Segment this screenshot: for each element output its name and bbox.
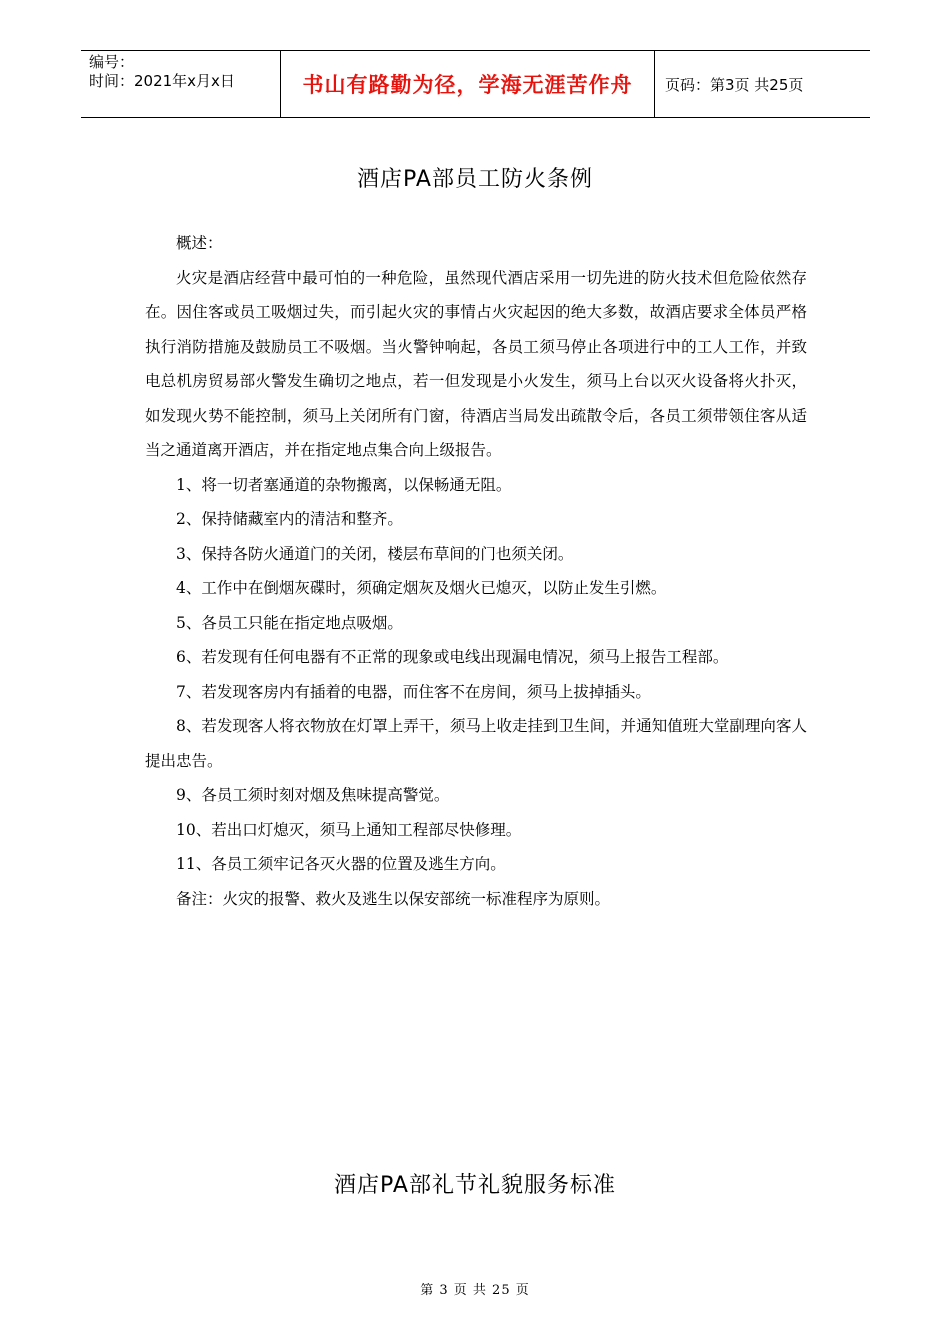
section-title-fire-rules: 酒店PA部员工防火条例 (357, 167, 593, 192)
header-motto: 书山有路勤为径，学海无涯苦作舟 (281, 51, 655, 117)
header-meta (81, 51, 281, 117)
page-header (81, 50, 870, 118)
remark-paragraph: 备注：火灾的报警、救火及逃生以保安部统一标准程序为原则。 (176, 889, 611, 908)
fire-rules-body (145, 226, 807, 916)
rule-item-7: 7、若发现客房内有插着的电器，而住客不在房间，须马上拔掉插头。 (176, 682, 651, 701)
rule-item-9: 9、各员工须时刻对烟及焦味提高警觉。 (176, 786, 450, 804)
rule-item-6: 6、若发现有任何电器有不正常的现象或电线出现漏电情况，须马上报告工程部。 (176, 648, 729, 666)
document-time-label: 时间：2021年x月x日 (89, 72, 235, 90)
header-page-info: 页码：第3页 共25页 (665, 75, 804, 94)
paragraph-overview-label: 概述： (176, 234, 223, 252)
section-title-etiquette: 酒店PA部礼节礼貌服务标准 (334, 1173, 616, 1198)
rule-item-1: 1、将一切者塞通道的杂物搬离，以保畅通无阻。 (176, 475, 512, 494)
rule-item-10: 10、若出口灯熄灭，须马上通知工程部尽快修理。 (176, 820, 522, 839)
rule-item-11: 11、各员工须牢记各灭火器的位置及逃生方向。 (176, 855, 506, 873)
rule-item-8: 8、若发现客人将衣物放在灯罩上弄干，须马上收走挂到卫生间，并通知值班大堂副理向客人提出忠告。 (145, 717, 807, 770)
rule-item-4: 4、工作中在倒烟灰碟时，须确定烟灰及烟火已熄灭，以防止发生引燃。 (176, 579, 667, 597)
page-footer: 第 3 页 共 25 页 (420, 1283, 530, 1298)
rule-item-3: 3、保持各防火通道门的关闭，楼层布草间的门也须关闭。 (176, 544, 574, 563)
paragraph-overview: 火灾是酒店经营中最可怕的一种危险，虽然现代酒店采用一切先进的防火技术但危险依然存在。因住客或员工吸烟过失，而引起火灾的事情占火灾起因的绝大多数，故酒店要求全体员严格执行消防措施及鼓励员工不吸烟。当火警钟响起，各员工须马停止各项进行中的工人工作，并致电总机房贸易部火警发生确切之地点，若一但发现是小火发生，须马上台以灭火设备将火扑灭，如发现火势不能控制，须马上关闭所有门窗，待酒店当局发出疏散令后，各员工须带领住客从适当之通道离开酒店，并在指定地点集合向上级报告。 (145, 268, 807, 459)
rule-item-2: 2、保持储藏室内的清洁和整齐。 (176, 510, 403, 528)
rule-item-5: 5、各员工只能在指定地点吸烟。 (176, 613, 403, 632)
document-number-label: 编号： (89, 53, 135, 71)
